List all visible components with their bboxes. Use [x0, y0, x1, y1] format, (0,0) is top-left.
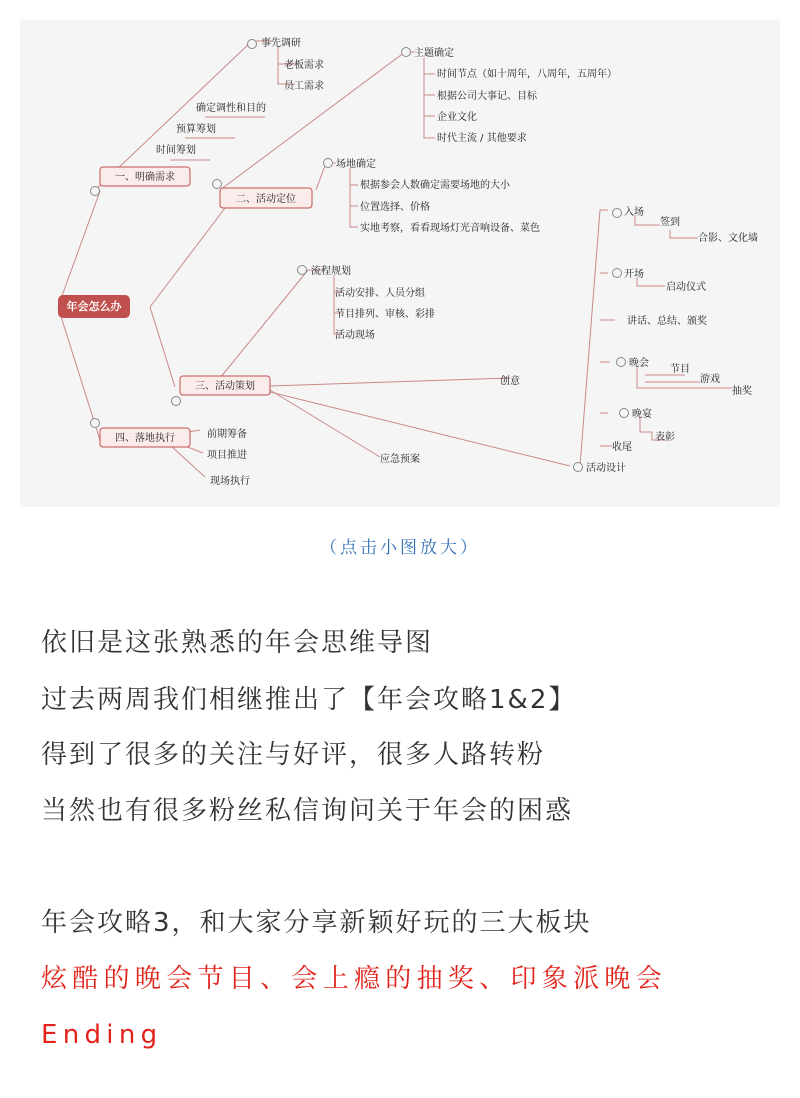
- leaf-label: 老板需求: [284, 60, 324, 71]
- image-caption-link[interactable]: （点击小图放大）: [320, 538, 480, 558]
- paragraph-line: 依旧是这张熟悉的年会思维导图: [41, 628, 434, 658]
- leaf-label: 时代主流 / 其他要求: [437, 133, 527, 144]
- leaf-label: 位置选择、价格: [360, 202, 430, 213]
- design-node: 合影、文化墙: [698, 233, 758, 244]
- design-node: 游戏: [700, 374, 720, 385]
- topic-label: 主题确定: [414, 48, 454, 59]
- mindmap-diagram: [20, 20, 780, 507]
- leaf-label: 实地考察，看看现场灯光音响设备、菜色: [360, 223, 540, 234]
- design-node: 开场: [624, 269, 644, 280]
- leaf-label: 节目排列、审核、彩排: [335, 309, 435, 320]
- design-node: 讲话、总结、颁奖: [627, 316, 707, 327]
- highlight-line: 炫酷的晚会节目、会上瘾的抽奖、印象派晚会: [41, 964, 668, 994]
- branch-2-label: 二、活动定位: [236, 194, 296, 205]
- leaf-label: 时间节点（如十周年，八周年，五周年）: [437, 69, 617, 80]
- design-node: 晚会: [629, 358, 649, 369]
- paragraph-line: 得到了很多的关注与好评，很多人路转粉: [41, 740, 546, 770]
- branch-3-label: 三、活动策划: [195, 381, 255, 392]
- paragraph-line: 过去两周我们相继推出了【年会攻略1&2】: [41, 685, 577, 715]
- design-node: 启动仪式: [666, 282, 706, 293]
- leaf-label: 创意: [500, 376, 520, 387]
- topic-label: 活动设计: [586, 463, 626, 474]
- leaf-label: 企业文化: [437, 112, 477, 123]
- leaf-label: 前期筹备: [207, 429, 247, 440]
- highlight-line: Ending: [41, 1020, 163, 1050]
- leaf-label: 活动现场: [335, 330, 375, 341]
- branch-4-label: 四、落地执行: [115, 433, 175, 444]
- design-node: 签到: [660, 217, 680, 228]
- leaf-label: 活动安排、人员分组: [335, 288, 425, 299]
- leaf-label: 员工需求: [284, 81, 324, 92]
- design-node: 晚宴: [632, 409, 652, 420]
- paragraph-line: 年会攻略3，和大家分享新颖好玩的三大板块: [41, 908, 592, 938]
- design-node: 抽奖: [732, 386, 752, 397]
- design-node: 表彰: [655, 432, 675, 443]
- leaf-label: 根据公司大事记、目标: [437, 91, 537, 102]
- design-node: 节目: [670, 364, 690, 375]
- side-item: 确定调性和目的: [196, 103, 266, 114]
- leaf-label: 根据参会人数确定需要场地的大小: [360, 180, 510, 191]
- topic-label: 流程规划: [311, 266, 351, 277]
- topic-label: 事先调研: [261, 38, 301, 49]
- leaf-label: 应急预案: [380, 454, 420, 465]
- paragraph-line: 当然也有很多粉丝私信询问关于年会的困惑: [41, 796, 574, 826]
- side-item: 时间筹划: [156, 145, 196, 156]
- branch-1-label: 一、明确需求: [115, 172, 175, 183]
- leaf-label: 项目推进: [207, 450, 247, 461]
- design-node: 入场: [624, 207, 644, 218]
- topic-label: 场地确定: [336, 159, 376, 170]
- root-label: 年会怎么办: [66, 300, 122, 313]
- mindmap-image[interactable]: [20, 20, 780, 507]
- leaf-label: 现场执行: [210, 476, 250, 487]
- side-item: 预算筹划: [176, 124, 216, 135]
- design-node: 收尾: [612, 442, 632, 453]
